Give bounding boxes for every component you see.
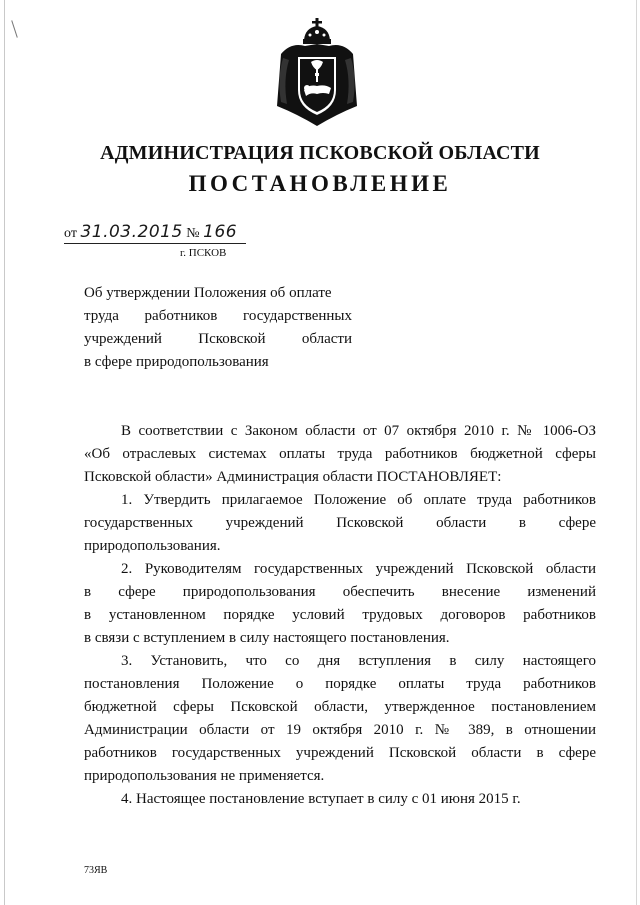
body-line: В соответствии с Законом области от 07 октября 2010 г. № 1006-ОЗ [121, 423, 596, 439]
date-number-row [64, 222, 237, 242]
body-line: работников государственных учреждений Псковской области в сфере [84, 745, 596, 761]
subject-line: в сфере природопользования [84, 354, 269, 370]
handwritten-date: 31.03.2015 [80, 222, 183, 242]
body-line: 1. Утвердить прилагаемое Положение об оплате труда работников [121, 492, 596, 508]
handwritten-number: 166 [203, 222, 238, 242]
body-line: 4. Настоящее постановление вступает в силу с 01 июня 2015 г. [121, 791, 521, 807]
body-line: Псковской области» Администрация области ПОСТАНОВЛЯЕТ: [84, 469, 502, 485]
scan-edge-left [4, 0, 5, 905]
body-line: 3. Установить, что со дня вступления в силу настоящего [121, 653, 596, 669]
subject-line: труда работников государственных [84, 308, 352, 324]
subject-line: учреждений Псковской области [84, 331, 352, 347]
document-type: ПОСТАНОВЛЕНИЕ [188, 171, 452, 196]
document-subject [84, 282, 352, 374]
date-prefix: от [64, 226, 77, 241]
footer-code: 73ЯВ [84, 865, 108, 876]
body-line: государственных учреждений Псковской области в сфере [84, 515, 596, 531]
body-line: Администрации области от 19 октября 2010 г. № 389, в отношении [84, 722, 596, 738]
body-line: в сфере природопользования обеспечить внесение изменений [84, 584, 596, 600]
date-underline [64, 243, 246, 244]
city-label: г. ПСКОВ [180, 247, 227, 259]
document-body [84, 420, 596, 811]
body-line: постановления Положение о порядке оплаты труда работников [84, 676, 596, 692]
number-prefix: № [186, 226, 200, 241]
body-line: природопользования не применяется. [84, 768, 325, 784]
coat-of-arms-icon [271, 18, 363, 126]
body-line: «Об отраслевых системах оплаты труда работников бюджетной сферы [84, 446, 596, 462]
body-line: в установленном порядке условий трудовых договоров работников [84, 607, 596, 623]
body-line: 2. Руководителям государственных учреждений Псковской области [121, 561, 596, 577]
body-line: в связи с вступлением в силу настоящего постановления. [84, 630, 450, 646]
subject-line: Об утверждении Положения об оплате [84, 285, 332, 301]
organization-name: АДМИНИСТРАЦИЯ ПСКОВСКОЙ ОБЛАСТИ [100, 142, 540, 164]
body-line: природопользования. [84, 538, 221, 554]
scan-edge-right [636, 0, 637, 905]
body-line: бюджетной сферы Псковской области, утвержденное постановлением [84, 699, 596, 715]
scan-mark [11, 20, 18, 37]
